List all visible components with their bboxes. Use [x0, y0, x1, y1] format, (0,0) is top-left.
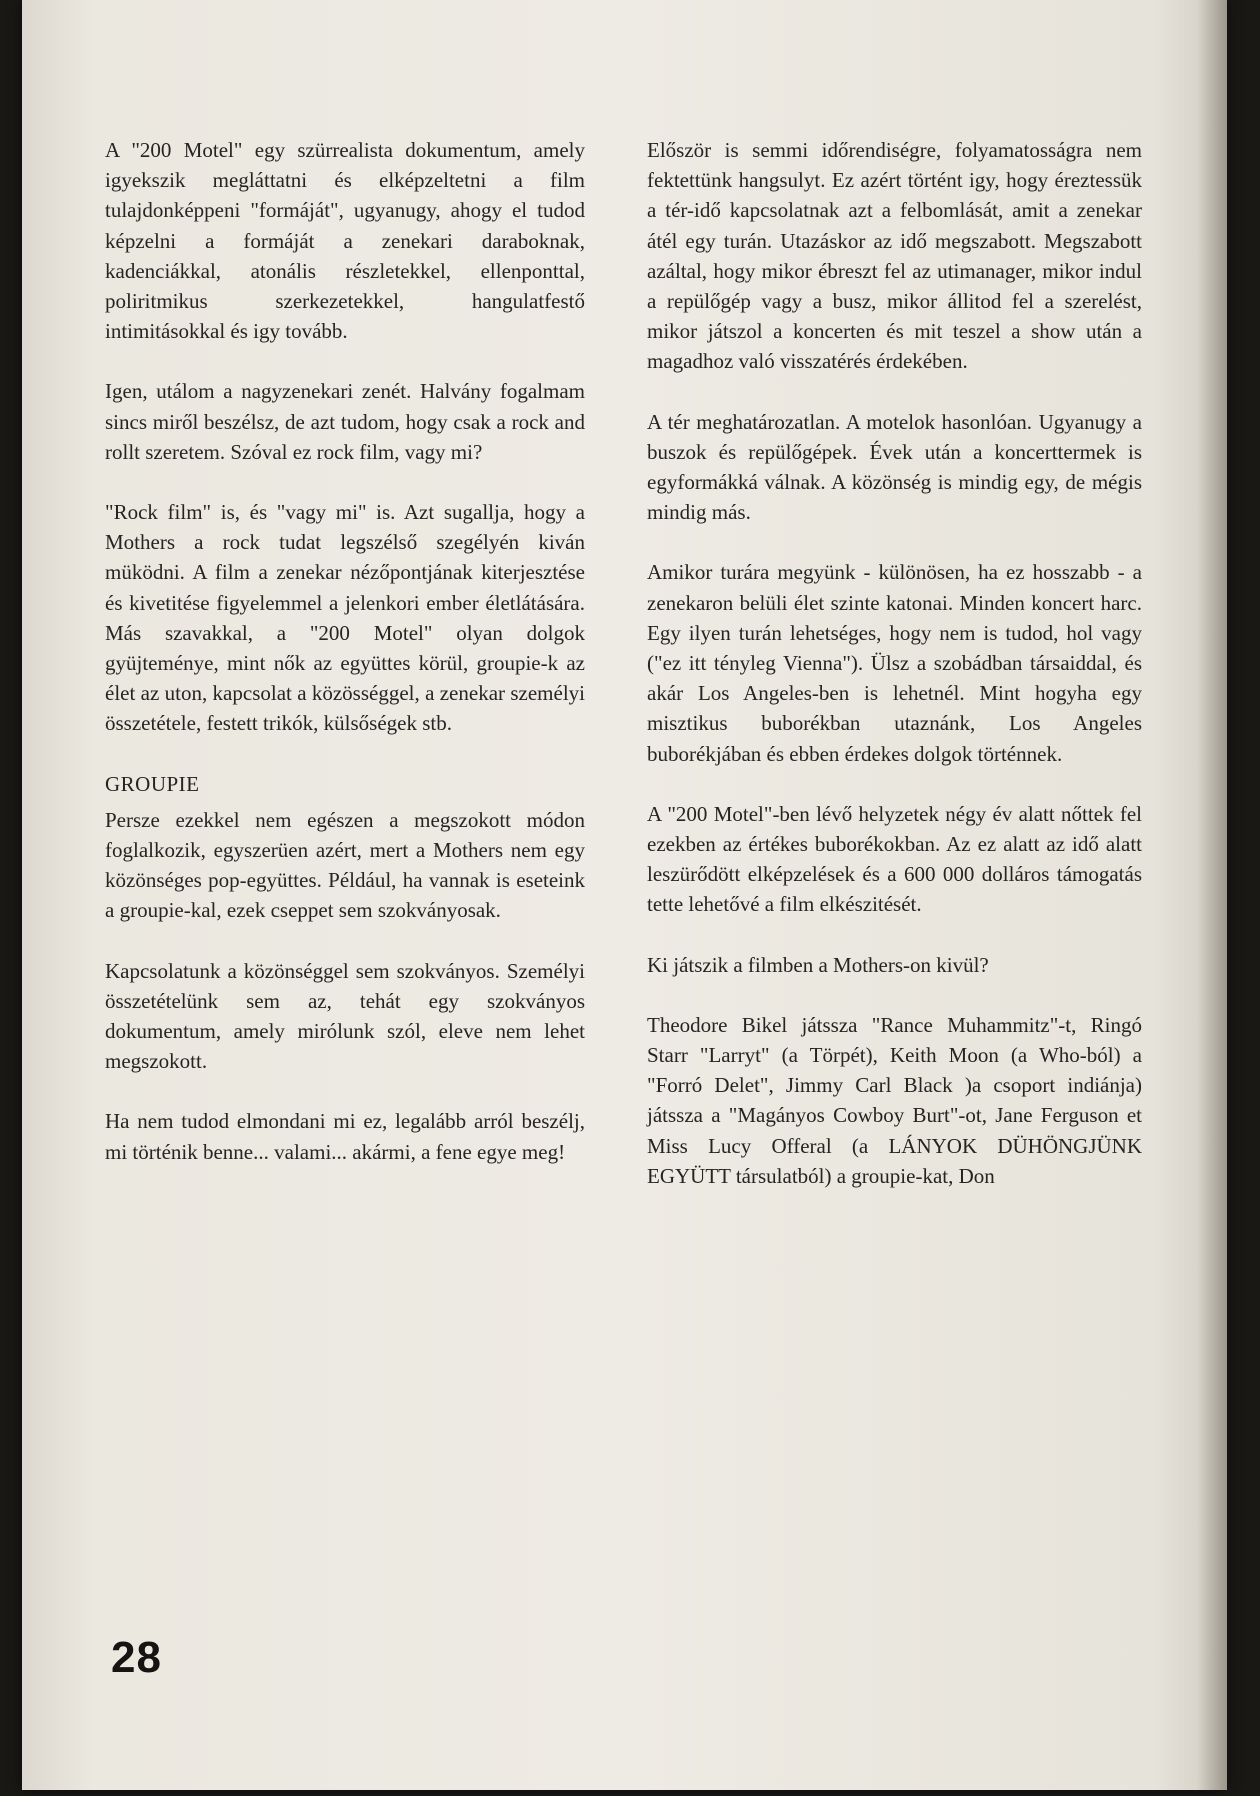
page-gutter-shadow [1197, 0, 1227, 1790]
paragraph: Igen, utálom a nagyzenekari zenét. Halvány fogalmam sincs miről beszélsz, de azt tudom, hogy csak a rock and rollt szeretem. Szóval ez rock film, vagy mi? [105, 379, 585, 464]
paragraph: Persze ezekkel nem egészen a megszokott módon foglalkozik, egyszerüen azért, mert a Mothers nem egy közönséges pop-együttes. Például, ha vannak is eseteink a groupie-kal, ezek cseppet sem szokványosak. [105, 807, 585, 923]
paragraph: Theodore Bikel játssza "Rance Muhammitz"-t, Ringó Starr "Larryt" (a Törpét), Keith Moon (a Who-ból) a "Forró Delet", Jimmy Carl Black )a csoport indiánja) játssza a "Magányos Cowboy Burt"-ot, Jane Ferguson et Miss Lucy Offeral (a LÁNYOK DÜHÖNGJÜNK EGYÜTT társulatból) a groupie-kat, Don [647, 1012, 1142, 1188]
section-heading: GROUPIE [105, 771, 200, 796]
paragraph: "Rock film" is, és "vagy mi" is. Azt sugallja, hogy a Mothers a rock tudat legszélső szegélyén kiván müködni. A film a zenekar nézőpontjának kiterjesztése és kivetitése figyelemmel a jelenkori ember életlátására. Más szavakkal, a "200 Motel" olyan dolgok gyüjteménye, mint nők az együttes körül, groupie-k az élet az uton, kapcsolat a közösséggel, a zenekar személyi összetétele, festett trikók, külsőségek stb. [105, 500, 585, 736]
page-number: 28 [111, 1633, 162, 1682]
book-page [22, 0, 1227, 1790]
paragraph: Kapcsolatunk a közönséggel sem szokványos. Személyi összetételünk sem az, tehát egy szokványos dokumentum, amely mirólunk szól, eleve nem lehet megszokott. [105, 958, 585, 1074]
paragraph: Amikor turára megyünk - különösen, ha ez hosszabb - a zenekaron belüli élet szinte katonai. Minden koncert harc. Egy ilyen turán lehetséges, hogy nem is tudod, hol vagy ("ez itt tényleg Vienna"). Ülsz a szobádban társaiddal, és akár Los Angeles-ben is lehetnél. Mint hogyha egy misztikus buborékban utaznánk, Los Angeles buborékjában és ebben érdekes dolgok történnek. [647, 560, 1142, 766]
paragraph: A "200 Motel" egy szürrealista dokumentum, amely igyekszik megláttatni és elképzeltetni a film tulajdonképpeni "formáját", ugyanugy, ahogy el tudod képzelni a formáját a zenekari daraboknak, kadenciákkal, atonális részletekkel, ellenponttal, poliritmikus szerkezetekkel, hangulatfestő intimitásokkal és igy tovább. [105, 138, 585, 344]
paragraph: A tér meghatározatlan. A motelok hasonlóan. Ugyanugy a buszok és repülőgépek. Évek után a koncerttermek is egyformákká válnak. A közönség is mindig egy, de mégis mindig más. [647, 409, 1142, 525]
paragraph: Ha nem tudod elmondani mi ez, legalább arról beszélj, mi történik benne... valami... akármi, a fene egye meg! [105, 1109, 585, 1164]
left-column [105, 135, 585, 1197]
right-column [647, 135, 1142, 1221]
paragraph: Ki játszik a filmben a Mothers-on kivül? [647, 952, 989, 977]
paragraph: A "200 Motel"-ben lévő helyzetek négy év alatt nőttek fel ezekben az értékes buborékokban. Az ez alatt az idő alatt leszürődött elképzelések és a 600 000 dolláros támogatás tette lehetővé a film elkészitését. [647, 801, 1142, 917]
paragraph: Először is semmi időrendiségre, folyamatosságra nem fektettünk hangsulyt. Ez azért történt igy, hogy éreztessük a tér-idő kapcsolatnak azt a felbomlását, amit a zenekar átél egy turán. Utazáskor az idő megszabott. Megszabott azáltal, hogy mikor ébreszt fel az utimanager, mikor indul a repülőgép vagy a busz, mikor állitod fel a szerelést, mikor játszol a koncerten és mit teszel a show után a magadhoz való visszatérés érdekében. [647, 138, 1142, 374]
